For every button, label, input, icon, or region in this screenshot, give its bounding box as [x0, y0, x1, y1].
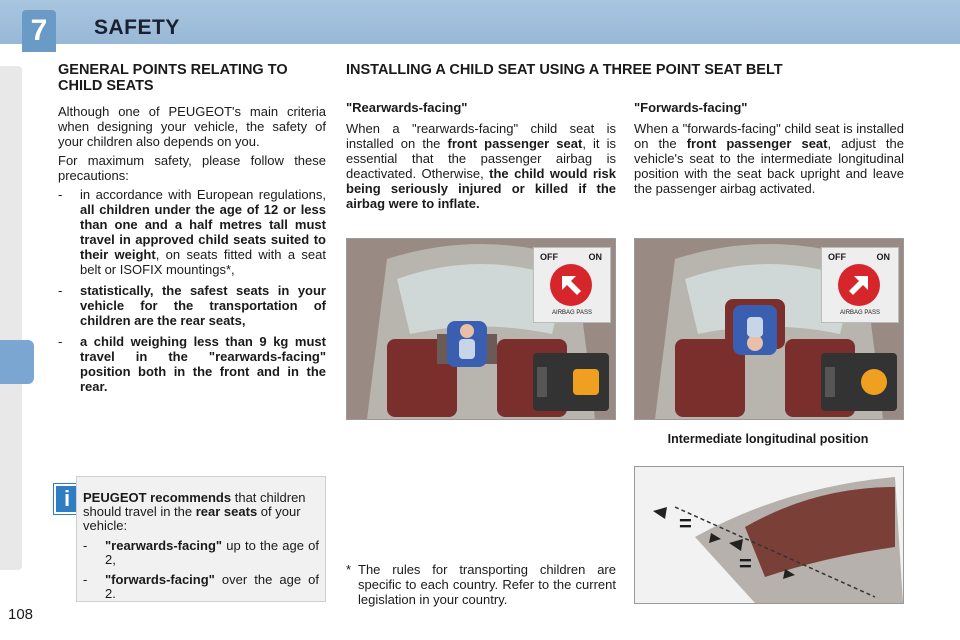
- list-dash: -: [58, 187, 63, 202]
- list-dash: -: [58, 334, 63, 349]
- airbag-switch: OFF ON AIRBAG PASS: [533, 247, 611, 323]
- seat-rail-illustration: [634, 466, 904, 604]
- intro-paragraph: Although one of PEUGEOT's main criteria when designing your vehicle, the safety of your children also depends on you.: [58, 104, 326, 149]
- three-point-belt-heading: INSTALLING A CHILD SEAT USING A THREE POINT SEAT BELT: [346, 62, 783, 78]
- switch-knob-icon: [550, 264, 592, 306]
- page-title: SAFETY: [94, 16, 180, 39]
- forwards-facing-column: "Forwards-facing" When a "forwards-facing" child seat is installed on the front passenger seat, adjust the vehicle's seat to the intermediate longitudinal position with the seat back upright and leave the passenger airbag activated.: [634, 100, 904, 196]
- general-points-column: [58, 62, 326, 400]
- precaution-item: - a child weighing less than 9 kg must travel in the "rearwards-facing" position both in the front and in the rear.: [58, 334, 326, 394]
- precautions-paragraph: For maximum safety, please follow these precautions:: [58, 153, 326, 183]
- warning-lamp-panel: [533, 353, 609, 411]
- chapter-tab: [0, 340, 34, 384]
- page-number: 108: [8, 606, 34, 623]
- warning-lamp-panel: [821, 353, 897, 411]
- forwards-facing-title: "Forwards-facing": [634, 100, 748, 115]
- airbag-switch: OFF ON AIRBAG PASS: [821, 247, 899, 323]
- seat-position-caption: Intermediate longitudinal position: [667, 432, 869, 446]
- forwards-facing-illustration: [634, 238, 904, 420]
- equal-mark: =: [739, 551, 752, 576]
- rearwards-facing-illustration: [346, 238, 616, 420]
- airbag-warning-icon: [573, 369, 599, 395]
- info-icon: i: [54, 484, 80, 514]
- footnote: * The rules for transporting children are specific to each country. Refer to the current legislation in your country.: [346, 562, 616, 607]
- side-margin: [0, 66, 22, 570]
- general-points-heading: GENERAL POINTS RELATING TO CHILD SEATS: [58, 62, 288, 94]
- list-dash: -: [58, 283, 63, 298]
- precaution-item: - statistically, the safest seats in your vehicle for the transportation of children are the rear seats,: [58, 283, 326, 328]
- recommendation-box: PEUGEOT recommends that children should travel in the rear seats of your vehicle: - "rearwards-facing" up to the age of 2, - "forwards-facing" over the age of 2.: [76, 476, 326, 602]
- recommendation-item: - "forwards-facing" over the age of 2.: [83, 572, 319, 601]
- switch-knob-icon: [838, 264, 880, 306]
- chapter-number: 7: [22, 10, 56, 52]
- equal-mark: =: [679, 511, 692, 536]
- rearwards-facing-column: "Rearwards-facing" When a "rearwards-facing" child seat is installed on the front passenger seat, it is essential that the passenger airbag is deactivated. Otherwise, the child would risk being seriously injured or killed if the airbag were to inflate.: [346, 100, 616, 211]
- recommendation-item: - "rearwards-facing" up to the age of 2,: [83, 538, 319, 567]
- rearwards-facing-title: "Rearwards-facing": [346, 100, 468, 115]
- airbag-off-warning-icon: [861, 369, 887, 395]
- precaution-item: - in accordance with European regulations, all children under the age of 12 or less than one and a half metres tall must travel in approved child seats suited to their weight, on seats fitted with a seat belt or ISOFIX mountings*,: [58, 187, 326, 277]
